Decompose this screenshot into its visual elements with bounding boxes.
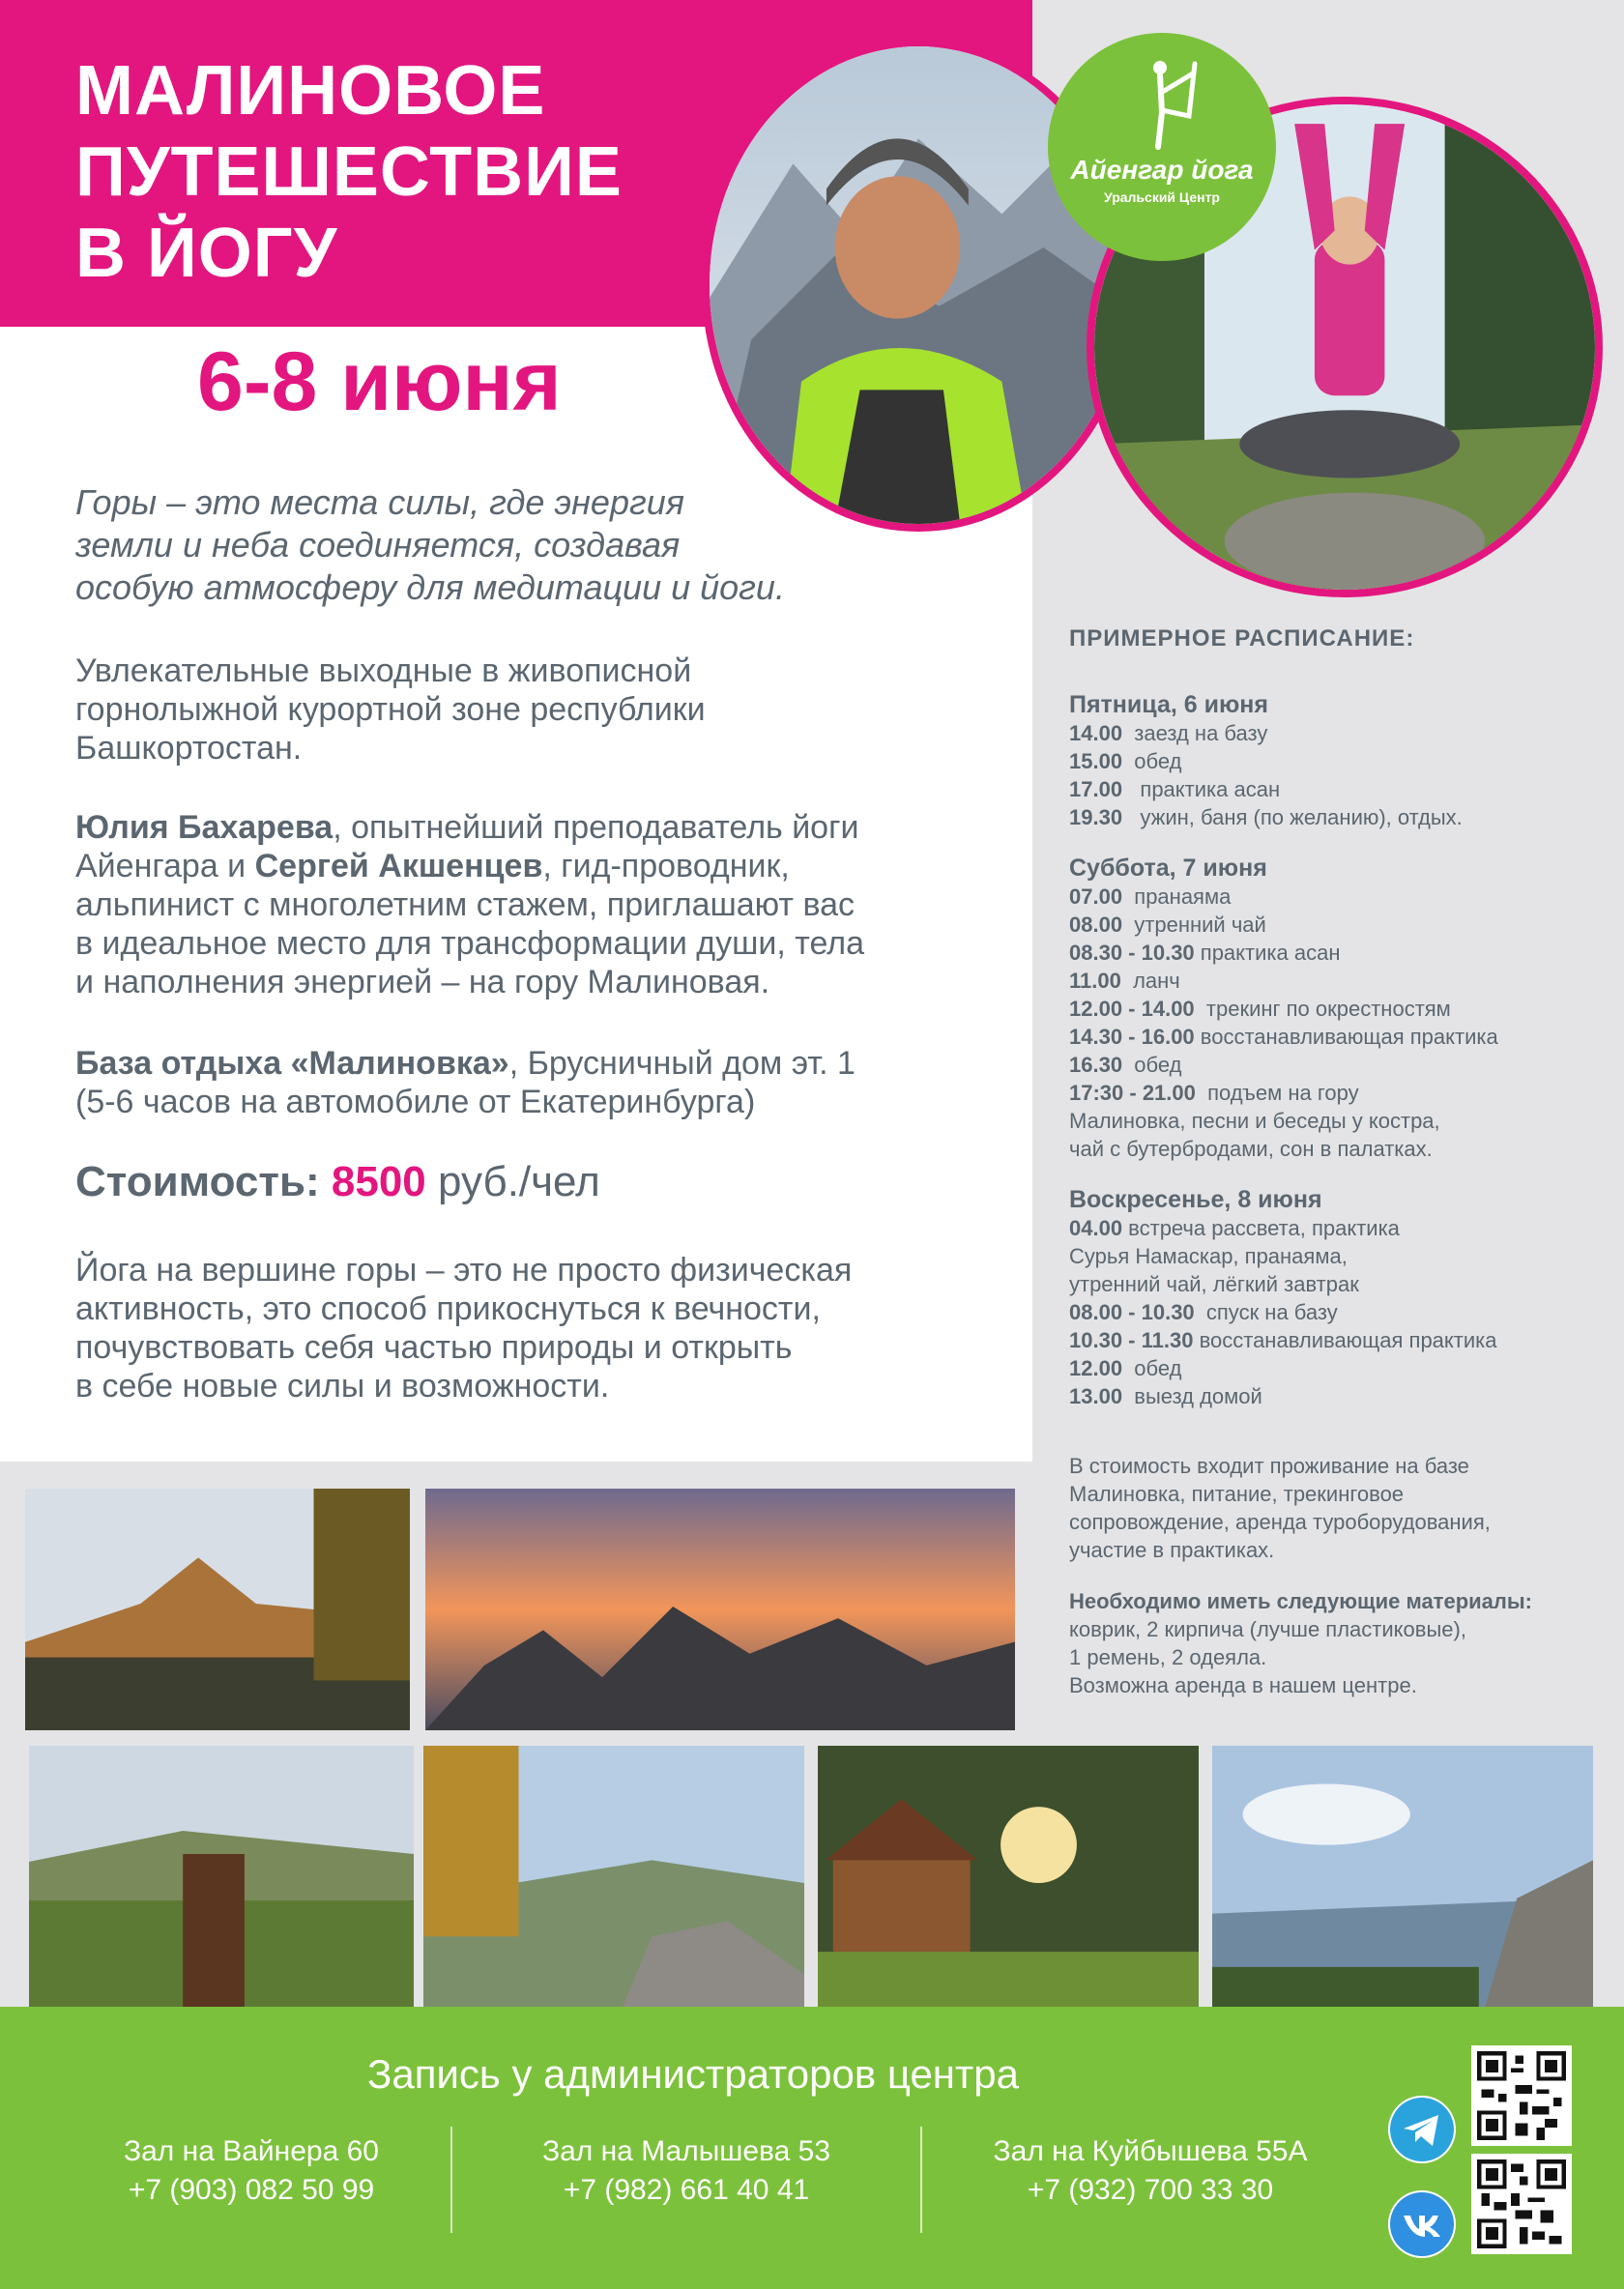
yoga-pose-icon [1131,54,1199,151]
schedule-row [1069,1023,1610,1051]
schedule-row [1069,1354,1610,1382]
schedule-day-title: Воскресенье, 8 июня [1069,1186,1322,1213]
hall-phone[interactable]: +7 (982) 661 40 41 [563,2174,810,2206]
footer [0,2007,1624,2289]
hall-phone[interactable]: +7 (903) 082 50 99 [128,2174,375,2206]
photo-log-cabin [818,1746,1199,2028]
location-paragraph: База отдыха «Малиновка», Брусничный дом эт. 1 (5-6 часов на автомобиле от Екатеринбурга) [75,1045,856,1120]
schedule-time: 17:30 - 21.00 [1069,1081,1196,1105]
schedule-time: 15.00 [1069,749,1123,773]
schedule-activity: заезд на базу [1122,721,1268,745]
brand-logo [1048,33,1276,261]
hall-kuibysheva: Зал на Куйбышева 55А +7 (932) 700 33 30 [947,2132,1353,2210]
signup-cta: Запись у администраторов центра [367,2051,1019,2097]
hall-phone[interactable]: +7 (932) 700 33 30 [1027,2174,1274,2206]
schedule-row [1069,1326,1610,1354]
schedule-time: 16.30 [1069,1053,1123,1077]
schedule-activity: встреча рассвета, практика [1122,1216,1400,1240]
intro-quote: Горы – это места силы, где энергия земли и неба соединяется, создавая особую атмосферу для медитации и йоги. [75,482,785,607]
schedule-row [1069,1135,1610,1163]
qr-code-icon[interactable] [1471,2045,1572,2146]
schedule-activity: практика асан [1122,777,1281,801]
qr-code-icon[interactable] [1471,2154,1572,2254]
photo-cliff-view [1212,1746,1593,2028]
schedule-row [1069,1382,1610,1410]
photo-horse [29,1746,414,2028]
host-name-2: Сергей Акшенцев [254,848,543,884]
schedule-activity: обед [1122,1053,1182,1077]
schedule-time: 07.00 [1069,884,1123,909]
schedule [1069,624,1610,1410]
schedule-row [1069,1079,1610,1107]
schedule-heading: ПРИМЕРНОЕ РАСПИСАНИЕ: [1069,625,1415,652]
schedule-time: 14.30 - 16.00 [1069,1025,1195,1049]
description-paragraph: Увлекательные выходные в живописной горнолыжной курортной зоне республики Башкортостан. [75,652,706,767]
schedule-activity: обед [1122,1356,1182,1380]
schedule-row [1069,883,1610,911]
price-value: 8500 [331,1158,426,1205]
event-dates: 6-8 июня [197,335,562,428]
logo-subtitle: Уральский Центр [1104,189,1220,205]
telegram-icon[interactable] [1388,2096,1456,2163]
schedule-time: 11.00 [1069,969,1121,993]
schedule-activity: восстанавливающая практика [1193,1328,1497,1352]
schedule-row [1069,719,1610,747]
schedule-time: 04.00 [1069,1216,1123,1240]
schedule-activity: утренний чай [1122,913,1266,937]
schedule-row [1069,967,1610,995]
schedule-row [1069,747,1610,775]
photo-mountain-autumn [25,1489,410,1730]
photo-valley-view [423,1746,804,2028]
photo-sunset-rocks [425,1489,1015,1730]
schedule-row [1069,775,1610,803]
schedule-time: 08.00 [1069,913,1123,937]
host-name-1: Юлия Бахарева [75,809,334,846]
schedule-time: 12.00 [1069,1356,1123,1380]
schedule-activity: выезд домой [1122,1384,1262,1408]
schedule-activity: Сурья Намаскар, пранаяма, [1069,1244,1348,1268]
schedule-day-title: Пятница, 6 июня [1069,691,1268,718]
schedule-row [1069,939,1610,967]
schedule-row [1069,803,1610,831]
schedule-time: 08.00 - 10.30 [1069,1300,1195,1324]
schedule-row [1069,995,1610,1023]
schedule-row [1069,1051,1610,1079]
schedule-activity: подъем на гору [1195,1081,1359,1105]
schedule-time: 14.00 [1069,721,1123,745]
included-note: В стоимость входит проживание на базе Малиновка, питание, трекинговое сопровождение, аренда туроборудования, участие в практиках. Необходимо иметь следующие материалы: коврик, 2 кирпича (лучше пластиковые), 1 ремень, 2 одеяла. Возможна аренда в нашем центре. [1069,1452,1610,1699]
schedule-time: 08.30 - 10.30 [1069,941,1195,965]
divider [920,2127,922,2233]
schedule-activity: утренний чай, лёгкий завтрак [1069,1272,1359,1296]
closing-paragraph: Йога на вершине горы – это не просто физическая активность, это способ прикоснуться к вечности, почувствовать себя частью природы и открыть в себе новые силы и возможности. [75,1252,853,1405]
schedule-activity: Малиновка, песни и беседы у костра, [1069,1109,1440,1133]
schedule-day-title: Суббота, 7 июня [1069,855,1267,882]
schedule-row [1069,1214,1610,1242]
page-title: МАЛИНОВОЕ ПУТЕШЕСТВИЕ В ЙОГУ [75,52,623,292]
schedule-activity: практика асан [1194,941,1341,965]
hall-malysheva: Зал на Малышева 53 +7 (982) 661 40 41 [483,2132,889,2210]
schedule-row [1069,1242,1610,1270]
hall-vainera: Зал на Вайнера 60 +7 (903) 082 50 99 [48,2132,454,2210]
schedule-activity: восстанавливающая практика [1194,1025,1498,1049]
schedule-time: 19.30 [1069,805,1123,829]
schedule-time: 13.00 [1069,1384,1123,1408]
logo-name: Айенгар йога [1070,155,1254,185]
schedule-activity: ужин, баня (по желанию), отдых. [1122,805,1463,829]
schedule-row [1069,1107,1610,1135]
schedule-activity: трекинг по окрестностям [1194,997,1451,1021]
schedule-row [1069,1298,1610,1326]
schedule-activity: обед [1122,749,1182,773]
location-name: База отдыха «Малиновка» [75,1045,509,1082]
schedule-activity: ланч [1120,969,1180,993]
schedule-activity: чай с бутербродами, сон в палатках. [1069,1137,1433,1161]
schedule-time: 12.00 - 14.00 [1069,997,1195,1021]
vk-icon[interactable] [1388,2190,1456,2258]
schedule-activity: спуск на базу [1194,1300,1338,1324]
schedule-time: 10.30 - 11.30 [1069,1328,1194,1352]
price: Стоимость: 8500 руб./чел [75,1158,600,1205]
hosts-paragraph: Юлия Бахарева, опытнейший преподаватель йоги Айенгара и Сергей Акшенцев, гид-проводник, альпинист с многолетним стажем, приглашают вас в идеальное место для трансформации души, тела и наполнения энергией – на гору Малиновая. [75,809,864,1000]
schedule-row [1069,1270,1610,1298]
schedule-activity: пранаяма [1122,884,1232,909]
schedule-time: 17.00 [1069,777,1123,801]
divider [450,2127,452,2233]
materials-heading: Необходимо иметь следующие материалы: [1069,1589,1532,1613]
schedule-row [1069,911,1610,939]
